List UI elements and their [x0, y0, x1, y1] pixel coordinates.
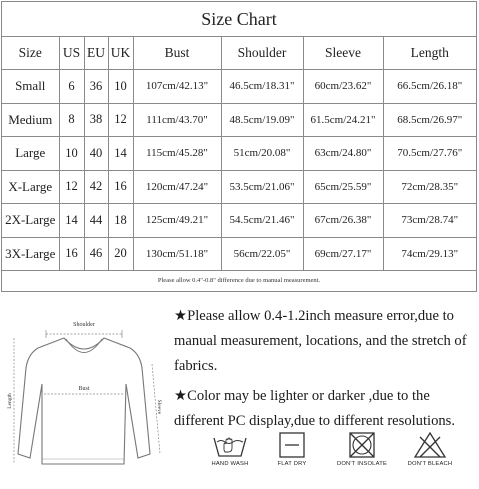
- table-cell: 10: [108, 70, 133, 104]
- table-cell: 70.5cm/27.76": [383, 137, 476, 171]
- table-cell: 14: [108, 137, 133, 171]
- table-header-row: [2, 37, 476, 70]
- table-row: [2, 70, 476, 104]
- flat-dry-icon: [274, 432, 310, 458]
- table-cell: 46: [84, 237, 108, 271]
- table-cell: 20: [108, 237, 133, 271]
- table-cell: 54.5cm/21.46": [221, 204, 303, 238]
- table-cell: 69cm/27.17": [303, 237, 383, 271]
- table-cell: 66.5cm/26.18": [383, 70, 476, 104]
- care-label-dont-bleach: DON'T BLEACH: [407, 461, 453, 467]
- bust-label: Bust: [78, 386, 90, 392]
- table-row: [2, 137, 476, 171]
- table-cell: 8: [59, 103, 84, 137]
- do-not-bleach-icon: [412, 432, 448, 458]
- table-cell: 65cm/25.59": [303, 170, 383, 204]
- size-chart: [1, 1, 477, 292]
- hand-wash-icon: [212, 432, 248, 458]
- table-cell: 125cm/49.21": [133, 204, 221, 238]
- sleeve-label: Sleeve: [156, 399, 162, 415]
- table-cell: 53.5cm/21.06": [221, 170, 303, 204]
- table-row: [2, 237, 476, 271]
- header-shoulder: Shoulder: [221, 37, 303, 70]
- table-cell: 44: [84, 204, 108, 238]
- care-label-dont-insolate: DON'T INSOLATE: [336, 461, 388, 467]
- care-item-hand-wash: [195, 432, 265, 467]
- table-cell: 14: [59, 204, 84, 238]
- header-uk: UK: [108, 37, 133, 70]
- sweater-outline-icon: [18, 338, 150, 464]
- table-cell: 130cm/51.18": [133, 237, 221, 271]
- care-label-hand-wash: HAND WASH: [211, 461, 249, 467]
- header-eu: EU: [84, 37, 108, 70]
- table-cell: 16: [59, 237, 84, 271]
- care-label-flat-dry: FLAT DRY: [277, 461, 307, 467]
- measure-error-note: ★Please allow 0.4-1.2inch measure error,due to manual measurement, locations, and the stretch of fabrics.: [174, 308, 467, 374]
- table-cell: 48.5cm/19.09": [221, 103, 303, 137]
- table-cell: Large: [2, 137, 59, 171]
- table-cell: 74cm/29.13": [383, 237, 476, 271]
- care-item-dont-bleach: [395, 432, 465, 467]
- table-cell: 111cm/43.70": [133, 103, 221, 137]
- table-cell: 40: [84, 137, 108, 171]
- table-cell: Medium: [2, 103, 59, 137]
- product-notes: [174, 304, 474, 434]
- table-row: [2, 103, 476, 137]
- table-cell: 61.5cm/24.21": [303, 103, 383, 137]
- table-cell: Small: [2, 70, 59, 104]
- header-sleeve: Sleeve: [303, 37, 383, 70]
- table-cell: 68.5cm/26.97": [383, 103, 476, 137]
- table-cell: 67cm/26.38": [303, 204, 383, 238]
- table-cell: 38: [84, 103, 108, 137]
- table-cell: 42: [84, 170, 108, 204]
- table-row: [2, 170, 476, 204]
- table-cell: 36: [84, 70, 108, 104]
- care-instructions: [195, 432, 479, 480]
- table-cell: 63cm/24.80": [303, 137, 383, 171]
- care-item-flat-dry: [257, 432, 327, 467]
- table-cell: 10: [59, 137, 84, 171]
- table-cell: X-Large: [2, 170, 59, 204]
- garment-measurement-diagram: [2, 304, 167, 484]
- measurement-note: Please allow 0.4"-0.8" difference due to manual measurement.: [157, 277, 321, 284]
- color-difference-note: ★Color may be lighter or darker ,due to the different PC display,due to different resolutions.: [174, 388, 456, 430]
- table-cell: 46.5cm/18.31": [221, 70, 303, 104]
- table-cell: 72cm/28.35": [383, 170, 476, 204]
- sweater-diagram: [2, 304, 167, 484]
- table-cell: 115cm/45.28": [133, 137, 221, 171]
- length-label: Length: [7, 393, 13, 409]
- table-row: [2, 204, 476, 238]
- header-length: Length: [383, 37, 476, 70]
- shoulder-label: Shoulder: [73, 322, 95, 328]
- table-cell: 12: [59, 170, 84, 204]
- table-cell: 3X-Large: [2, 237, 59, 271]
- table-cell: 6: [59, 70, 84, 104]
- header-size: Size: [2, 37, 59, 70]
- table-cell: 120cm/47.24": [133, 170, 221, 204]
- table-cell: 60cm/23.62": [303, 70, 383, 104]
- table-cell: 2X-Large: [2, 204, 59, 238]
- table-cell: 12: [108, 103, 133, 137]
- header-bust: Bust: [133, 37, 221, 70]
- care-item-dont-insolate: [327, 432, 397, 467]
- table-cell: 51cm/20.08": [221, 137, 303, 171]
- table-cell: 16: [108, 170, 133, 204]
- do-not-insolate-icon: [344, 432, 380, 458]
- header-us: US: [59, 37, 84, 70]
- table-cell: 18: [108, 204, 133, 238]
- table-cell: 107cm/42.13": [133, 70, 221, 104]
- size-chart-title: Size Chart: [2, 2, 476, 37]
- table-cell: 73cm/28.74": [383, 204, 476, 238]
- table-cell: 56cm/22.05": [221, 237, 303, 271]
- size-table: [2, 37, 476, 271]
